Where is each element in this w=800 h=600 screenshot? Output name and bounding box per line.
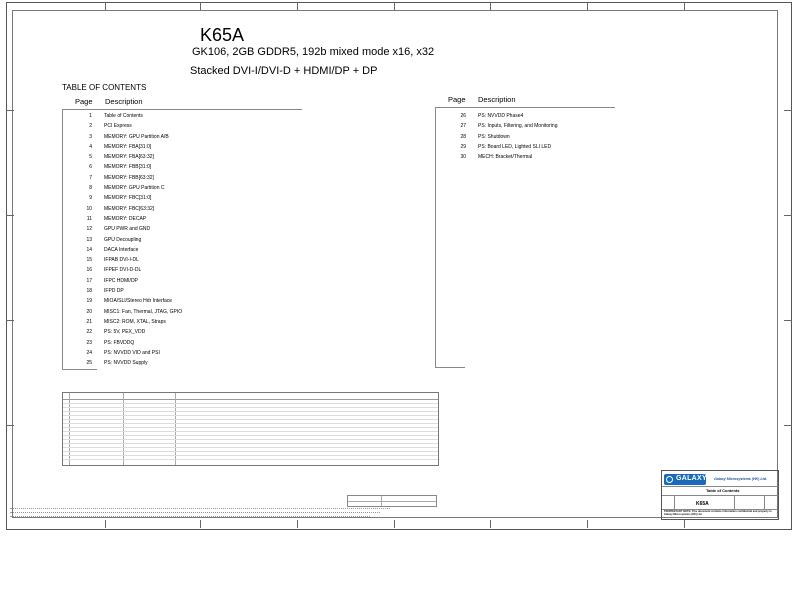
toc-page-number: 20	[86, 308, 92, 315]
proprietary-note: PROPRIETARY NOTE: This document contains information confidential and property to Galaxy Microsystems (HK) Ltd.	[664, 510, 772, 517]
revision-row-rule	[63, 435, 438, 436]
revision-row-rule	[63, 419, 438, 420]
toc-description: PS: Board LED, Lighted SLI LED	[478, 143, 552, 150]
toc-page-number: 13	[86, 236, 92, 243]
toc-row	[62, 142, 292, 152]
toc-page-number: 29	[460, 143, 466, 150]
toc-page-number: 21	[86, 318, 92, 325]
revision-row-rule	[63, 455, 438, 456]
toc-right-header-rule	[435, 107, 615, 108]
toc-description: IFPEF DVI-D-DL	[104, 267, 142, 274]
toc-description: MEMORY: FBB[31:0]	[104, 164, 152, 171]
revision-row-rule	[63, 459, 438, 460]
toc-description: MISC2: ROM, XTAL, Straps	[104, 318, 166, 325]
model-number: K65A	[696, 501, 709, 507]
toc-right-footer-rule	[435, 367, 465, 368]
revision-row-rule	[63, 439, 438, 440]
toc-page-number: 26	[460, 113, 466, 119]
toc-right-list	[436, 111, 636, 162]
title-block	[661, 470, 779, 520]
toc-heading: TABLE OF CONTENTS	[62, 83, 147, 92]
toc-row	[62, 276, 292, 286]
toc-row	[62, 132, 292, 142]
toc-row	[62, 214, 292, 224]
toc-description: GPU PWR and GND	[104, 226, 151, 233]
toc-page-number: 16	[86, 267, 92, 274]
toc-row	[62, 327, 292, 337]
toc-description: MECH: Bracket/Thermal	[478, 154, 533, 161]
toc-description: PS: Shutdown	[478, 133, 510, 140]
toc-page-number: 25	[86, 360, 92, 367]
toc-page-number: 19	[86, 298, 92, 305]
approval-box	[347, 495, 437, 507]
toc-page-number: 6	[89, 164, 92, 171]
toc-row	[62, 307, 292, 317]
toc-row	[62, 255, 292, 265]
toc-description: GPU Decoupling	[104, 236, 142, 243]
toc-description: DACA Interface	[104, 246, 139, 253]
toc-page-number: 28	[460, 133, 466, 140]
toc-row	[62, 286, 292, 296]
toc-row	[62, 162, 292, 172]
toc-description: MIOA/SLI/Stereo Hdr Interface	[104, 298, 173, 305]
toc-row	[62, 204, 292, 214]
revision-row-rule	[63, 407, 438, 408]
footer-legal-note-line-2	[10, 512, 380, 515]
toc-description: PS: NVVDD VID and PSI	[104, 349, 160, 356]
revision-row-rule	[63, 423, 438, 424]
toc-left-page-header: Page	[75, 97, 93, 106]
toc-page-number: 24	[86, 349, 92, 356]
toc-description: MEMORY: FBA[31:0]	[104, 143, 152, 150]
toc-description: PS: Inputs, Filtering, and Monitoring	[478, 123, 558, 130]
toc-description: Table of Contents	[104, 113, 143, 119]
toc-row	[62, 183, 292, 193]
toc-row	[62, 224, 292, 234]
toc-page-number: 9	[89, 195, 92, 202]
sheet-title: Table of Contents	[706, 488, 740, 493]
toc-page-number: 1	[89, 113, 92, 119]
toc-description: MEMORY: GPU Partition A/B	[104, 133, 169, 140]
toc-left-desc-header: Description	[105, 97, 143, 106]
toc-row	[62, 296, 292, 306]
toc-row	[62, 245, 292, 255]
toc-description: MISC1: Fan, Thermal, JTAG, GPIO	[104, 308, 183, 315]
toc-row	[62, 338, 292, 348]
galaxy-logo-icon	[664, 474, 706, 485]
toc-page-number: 23	[86, 339, 92, 346]
toc-row	[436, 132, 636, 142]
toc-page-number: 18	[86, 288, 92, 295]
toc-description: PS: FBVDDQ	[104, 339, 135, 346]
toc-description: IFPD DP	[104, 288, 124, 295]
toc-row	[436, 121, 636, 131]
toc-right-page-header: Page	[448, 95, 466, 104]
toc-page-number: 14	[86, 246, 92, 253]
toc-row	[62, 121, 292, 131]
toc-page-number: 17	[86, 277, 92, 284]
toc-row	[436, 152, 636, 162]
toc-row	[62, 348, 292, 358]
revision-history-table	[62, 392, 439, 466]
toc-description: IFPC HDMI/DP	[104, 277, 138, 284]
toc-page-number: 12	[86, 226, 92, 233]
toc-page-number: 15	[86, 257, 92, 264]
toc-page-number: 8	[89, 185, 92, 192]
revision-table-header	[63, 393, 438, 400]
revision-row-rule	[63, 431, 438, 432]
toc-row	[62, 173, 292, 183]
toc-page-number: 4	[89, 143, 92, 150]
toc-description: MEMORY: FBC[63:32]	[104, 205, 155, 212]
toc-row	[62, 111, 292, 121]
toc-page-number: 7	[89, 174, 92, 181]
board-subtitle-outputs: Stacked DVI-I/DVI-D + HDMI/DP + DP	[190, 65, 378, 77]
toc-description: MEMORY: FBC[31:0]	[104, 195, 152, 202]
company-name: Galaxy Microsystems (HK) Ltd.	[714, 477, 767, 481]
footer-legal-note-line-3	[10, 516, 370, 519]
toc-description: MEMORY: DECAP	[104, 215, 147, 222]
logo-text: GALAXY	[676, 475, 707, 482]
toc-row	[62, 235, 292, 245]
revision-row-rule	[63, 447, 438, 448]
toc-left-footer-rule	[62, 369, 97, 370]
toc-row	[62, 152, 292, 162]
toc-left-list	[62, 111, 292, 368]
toc-description: PS: NVVDD Supply	[104, 360, 148, 367]
toc-page-number: 10	[86, 205, 92, 212]
toc-row	[436, 142, 636, 152]
toc-page-number: 22	[86, 329, 92, 336]
toc-page-number: 11	[86, 215, 92, 222]
toc-row	[62, 358, 292, 368]
revision-row-rule	[63, 411, 438, 412]
board-subtitle-gpu: GK106, 2GB GDDR5, 192b mixed mode x16, x32	[192, 46, 435, 58]
toc-row	[436, 111, 636, 121]
toc-description: MEMORY: GPU Partition C	[104, 185, 165, 192]
toc-description: MEMORY: FBA[63:32]	[104, 154, 154, 161]
toc-row	[62, 193, 292, 203]
revision-row-rule	[63, 403, 438, 404]
toc-row	[62, 317, 292, 327]
toc-left-header-rule	[62, 109, 302, 110]
toc-description: IFPAB DVI-I-DL	[104, 257, 139, 264]
footer-legal-note-line-1	[10, 508, 390, 511]
toc-page-number: 30	[460, 154, 466, 161]
toc-row	[62, 265, 292, 275]
revision-row-rule	[63, 415, 438, 416]
toc-page-number: 27	[460, 123, 466, 130]
toc-description: PS: NVVDD Phase4	[478, 113, 524, 119]
toc-description: MEMORY: FBB[63:32]	[104, 174, 154, 181]
revision-row-rule	[63, 443, 438, 444]
toc-page-number: 2	[89, 123, 92, 130]
revision-row-rule	[63, 451, 438, 452]
board-title: K65A	[200, 25, 245, 45]
toc-description: PS: 5V, PEX_VDD	[104, 329, 146, 336]
toc-page-number: 3	[89, 133, 92, 140]
revision-row-rule	[63, 427, 438, 428]
toc-page-number: 5	[89, 154, 92, 161]
toc-description: PCI Express	[104, 123, 132, 130]
toc-right-desc-header: Description	[478, 95, 516, 104]
